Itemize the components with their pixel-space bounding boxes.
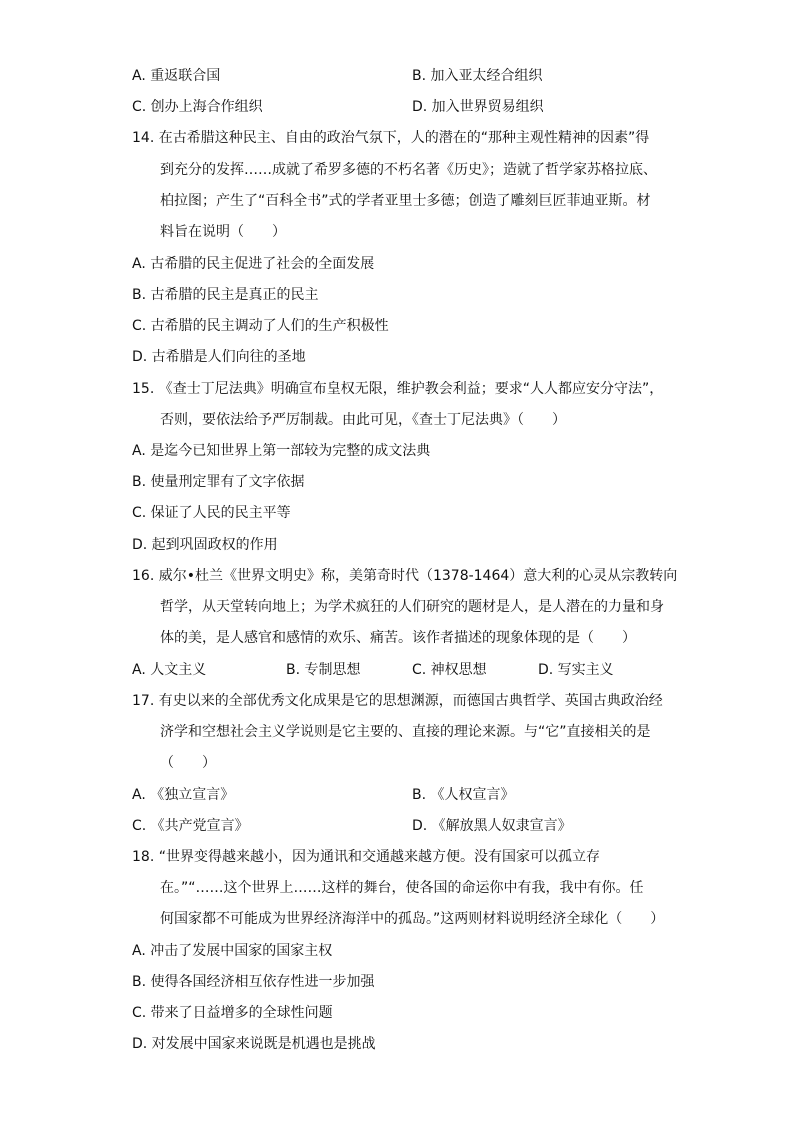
q14-option-c: C. 古希腊的民主调动了人们的生产积极性	[132, 318, 389, 334]
q17-stem-line-2: 济学和空想社会主义学说则是它主要的、直接的理论来源。与“它”直接相关的是	[160, 724, 651, 740]
q13-option-c: C. 创办上海合作组织	[132, 99, 263, 115]
q16-option-c: C. 神权思想	[412, 662, 487, 678]
q16-option-b: B. 专制思想	[286, 662, 361, 678]
q17-option-c: C. 《共产党宣言》	[132, 818, 249, 834]
q18-option-d: D. 对发展中国家来说既是机遇也是挑战	[132, 1036, 376, 1052]
q14-option-b: B. 古希腊的民主是真正的民主	[132, 287, 319, 303]
q14-stem-line-1: 14. 在古希腊这种民主、自由的政治气氛下，人的潜在的“那种主观性精神的因素”得	[132, 130, 650, 146]
q16-option-a: A. 人文主义	[132, 662, 207, 678]
q15-stem-line-1: 15. 《查士丁尼法典》明确宣布皇权无限，维护教会利益；要求“人人都应安分守法”，	[132, 381, 664, 397]
q15-option-a: A. 是迄今已知世界上第一部较为完整的成文法典	[132, 443, 431, 459]
q16-option-d: D. 写实主义	[538, 662, 614, 678]
q18-stem-line-3: 何国家都不可能成为世界经济海洋中的孤岛。”这两则材料说明经济全球化（ ）	[160, 911, 665, 927]
q14-stem-line-2: 到充分的发挥……成就了希罗多德的不朽名著《历史》；造就了哲学家苏格拉底、	[160, 162, 657, 178]
q16-stem-line-2: 哲学，从天堂转向地上；为学术疯狂的人们研究的题材是人，是人潜在的力量和身	[160, 599, 664, 615]
q17-option-b: B. 《人权宣言》	[412, 787, 515, 803]
q18-option-a: A. 冲击了发展中国家的国家主权	[132, 943, 333, 959]
q15-option-c: C. 保证了人民的民主平等	[132, 505, 291, 521]
q16-stem-line-3: 体的美，是人感官和感情的欢乐、痛苦。该作者描述的现象体现的是（ ）	[160, 630, 636, 646]
q14-option-a: A. 古希腊的民主促进了社会的全面发展	[132, 256, 375, 272]
q18-stem-line-2: 在。”“……这个世界上……这样的舞台，使各国的命运你中有我，我中有你。任	[160, 880, 644, 896]
q13-option-a: A. 重返联合国	[132, 68, 221, 84]
q18-option-c: C. 带来了日益增多的全球性问题	[132, 1005, 333, 1021]
q15-option-b: B. 使量刑定罪有了文字依据	[132, 474, 305, 490]
q14-stem-line-3: 柏拉图；产生了“百科全书”式的学者亚里士多德；创造了雕刻巨匠菲迪亚斯。材	[160, 193, 651, 209]
q16-stem-line-1: 16. 威尔•杜兰《世界文明史》称，美第奇时代（1378-1464）意大利的心灵从宗教转向	[132, 568, 678, 584]
q17-stem-line-3: （ ）	[160, 755, 216, 771]
q18-stem-line-1: 18. “世界变得越来越小，因为通讯和交通越来越方便。没有国家可以孤立存	[132, 849, 600, 865]
q15-stem-line-2: 否则，要依法给予严厉制裁。由此可见，《查士丁尼法典》（ ）	[160, 412, 566, 428]
q18-option-b: B. 使得各国经济相互依存性进一步加强	[132, 974, 375, 990]
q17-stem-line-1: 17. 有史以来的全部优秀文化成果是它的思想渊源，而德国古典哲学、英国古典政治经	[132, 693, 663, 709]
q17-option-a: A. 《独立宣言》	[132, 787, 235, 803]
q17-option-d: D. 《解放黑人奴隶宣言》	[412, 818, 572, 834]
q14-stem-line-4: 料旨在说明（ ）	[160, 224, 286, 240]
q13-option-b: B. 加入亚太经合组织	[412, 68, 543, 84]
q15-option-d: D. 起到巩固政权的作用	[132, 537, 278, 553]
q13-option-d: D. 加入世界贸易组织	[412, 99, 544, 115]
q14-option-d: D. 古希腊是人们向往的圣地	[132, 349, 306, 365]
